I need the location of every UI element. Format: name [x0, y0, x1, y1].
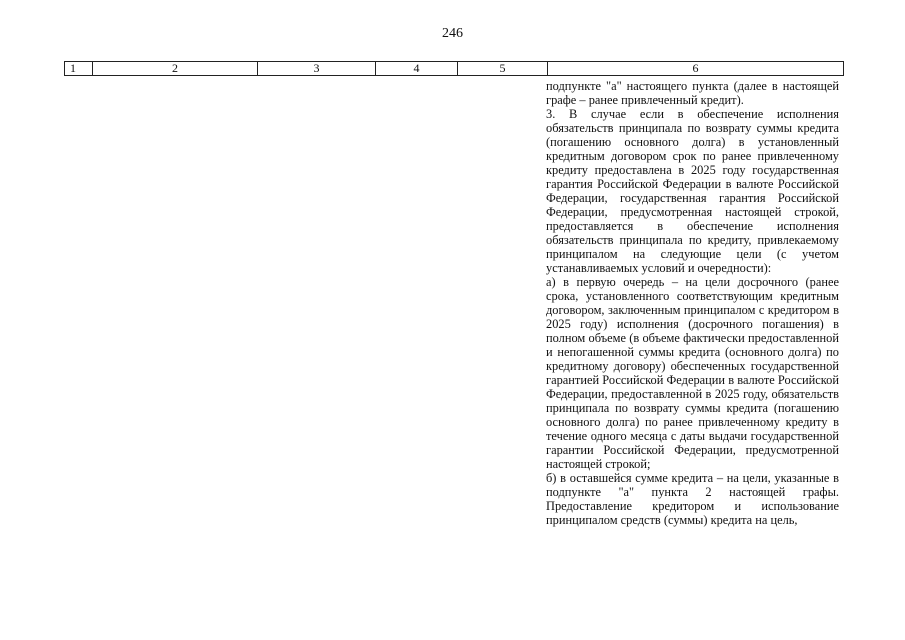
column-number-6: 6	[548, 62, 844, 76]
column-number-2: 2	[93, 62, 258, 76]
paragraph-item-3: 3. В случае если в обеспечение исполнения обязательств принципала по возврату суммы кредита (погашению основного долга) в установленный кредитным договором срок по ранее привлеченному кредиту предоставлена в 2025 году государственная гарантия Российской Федерации в валюте Российской Федерации, государственная гарантия Российской Федерации, предусмотренная настоящей строкой, предоставляется в обеспечение исполнения обязательств принципала по кредиту, привлекаемому принципалом на следующие цели (с учетом устанавливаемых условий и очередности):	[546, 107, 839, 275]
paragraph-subitem-a: а) в первую очередь – на цели досрочного (ранее срока, установленного соответствующим кредитным договором, заключенным принципалом с кредитором в 2025 году) исполнения (досрочного погашения) в полном объеме (в объеме фактически предоставленной и непогашенной суммы кредита (основного долга) по кредитному договору) обеспеченных государственной гарантией Российской Федерации в валюте Российской Федерации, предоставленной в 2025 году, обязательств принципала по возврату суммы кредита (погашению основного долга) по ранее привлеченному кредиту в течение одного месяца с даты выдачи государственной гарантии Российской Федерации, предусмотренной настоящей строкой;	[546, 275, 839, 471]
paragraph-continuation: подпункте "а" настоящего пункта (далее в настоящей графе – ранее привлеченный кредит).	[546, 79, 839, 107]
column-number-5: 5	[458, 62, 548, 76]
column-number-1: 1	[65, 62, 93, 76]
table-column-header-row	[64, 61, 844, 76]
column-6-text	[546, 79, 839, 527]
paragraph-subitem-b: б) в оставшейся сумме кредита – на цели, указанные в подпункте "а" пункта 2 настоящей графы. Предоставление кредитором и использование принципалом средств (суммы) кредита на цель,	[546, 471, 839, 527]
column-number-4: 4	[376, 62, 458, 76]
page-number: 246	[442, 26, 463, 41]
column-number-3: 3	[258, 62, 376, 76]
